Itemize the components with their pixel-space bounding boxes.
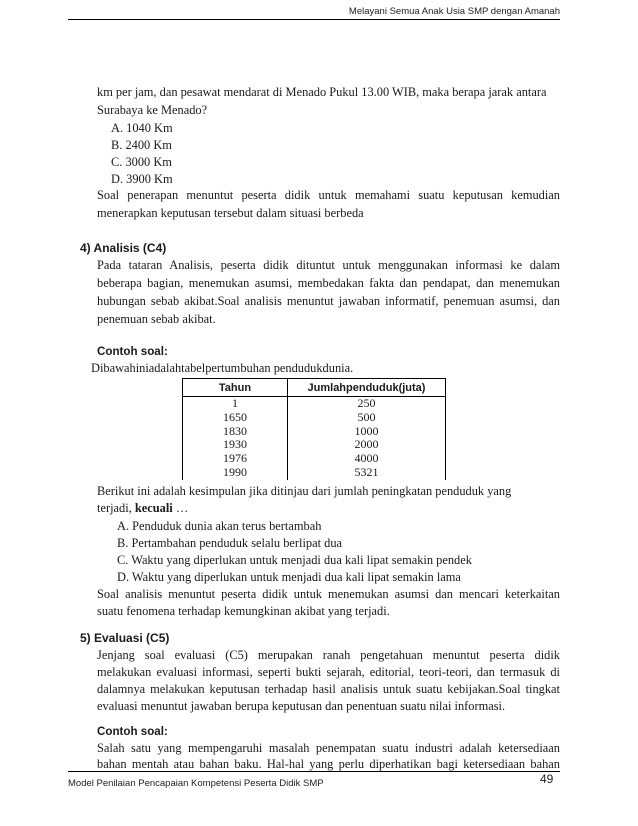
section-heading-analisis: 4) Analisis (C4) bbox=[80, 241, 167, 255]
option-b: B. 2400 Km bbox=[111, 138, 172, 152]
option-a: A. Penduduk dunia akan terus bertambah bbox=[117, 519, 322, 533]
page-number: 49 bbox=[540, 772, 554, 786]
table-row bbox=[183, 397, 446, 411]
para-line: suatu fenomena terhadap kemungkinan akibat yang terjadi. bbox=[97, 604, 390, 618]
para-line: penemuan sebab akibat. bbox=[97, 312, 216, 326]
example-label: Contoh soal: bbox=[97, 725, 168, 738]
para-line: Pada tataran Analisis, peserta didik dituntut untuk menggunakan informasi ke dalam bbox=[97, 258, 560, 272]
table-row bbox=[183, 466, 446, 480]
option-b: B. Pertambahan penduduk selalu berlipat dua bbox=[117, 536, 343, 550]
cell-year: 1830 bbox=[183, 425, 288, 439]
para-line: Jenjang soal evaluasi (C5) merupakan ranah pengetahuan menuntut peserta didik bbox=[97, 648, 560, 662]
option-a: A. 1040 Km bbox=[111, 121, 173, 135]
option-c: C. 3000 Km bbox=[111, 155, 172, 169]
option-d: D. Waktu yang diperlukan untuk menjadi dua kali lipat semakin lama bbox=[117, 570, 461, 584]
cell-year: 1650 bbox=[183, 411, 288, 425]
question-line: Salah satu yang mempengaruhi masalah penempatan suatu industri adalah ketersediaan bbox=[97, 741, 560, 755]
question-keyword: kecuali bbox=[134, 501, 173, 515]
para-line: evaluasi menuntut jawaban berupa keputusan dan penentuan suatu nilai informasi. bbox=[97, 699, 506, 713]
table-intro: Dibawahiniadalahtabelpertumbuhan pendudukdunia. bbox=[91, 361, 354, 375]
question-text: terjadi, bbox=[97, 501, 135, 515]
cell-population: 4000 bbox=[288, 452, 446, 466]
table-row bbox=[183, 425, 446, 439]
cell-population: 250 bbox=[288, 397, 446, 411]
table-row bbox=[183, 411, 446, 425]
table-header-row bbox=[183, 379, 446, 397]
option-d: D. 3900 Km bbox=[111, 172, 173, 186]
question-ellipsis: … bbox=[172, 501, 189, 515]
para-line: Surabaya ke Menado? bbox=[97, 103, 208, 117]
para-line: menerapkan keputusan tersebut dalam situasi berbeda bbox=[97, 206, 364, 220]
cell-population: 500 bbox=[288, 411, 446, 425]
para-line: beberapa bagian, menemukan asumsi, membedakan fakta dan pendapat, dan menemukan bbox=[97, 276, 560, 290]
cell-population: 2000 bbox=[288, 438, 446, 452]
table-row bbox=[183, 438, 446, 452]
footer-text: Model Penilaian Pencapaian Kompetensi Peserta Didik SMP bbox=[68, 778, 324, 789]
col-header-jumlah: Jumlahpenduduk(juta) bbox=[288, 379, 446, 397]
cell-year: 1990 bbox=[183, 466, 288, 480]
running-header: Melayani Semua Anak Usia SMP dengan Amanah bbox=[348, 6, 560, 17]
para-line: dalamnya melakukan keputusan terhadap hasil analisis untuk suatu kebijakan.Soal tingkat bbox=[97, 682, 560, 696]
question-line: Berikut ini adalah kesimpulan jika ditinjau dari jumlah peningkatan penduduk yang bbox=[97, 484, 512, 498]
header-rule bbox=[68, 19, 560, 20]
cell-year: 1976 bbox=[183, 452, 288, 466]
population-table bbox=[182, 378, 446, 480]
option-c: C. Waktu yang diperlukan untuk menjadi dua kali lipat semakin pendek bbox=[117, 553, 472, 567]
col-header-tahun: Tahun bbox=[183, 379, 288, 397]
cell-population: 1000 bbox=[288, 425, 446, 439]
para-line: km per jam, dan pesawat mendarat di Menado Pukul 13.00 WIB, maka berapa jarak antara bbox=[97, 85, 547, 99]
question-line: bahan mentah atau bahan baku. Hal-hal yang perlu diperhatikan bagi ketersediaan bahan bbox=[97, 757, 560, 771]
para-line: hubungan sebab akibat.Soal analisis menuntut jawaban informatif, penemuan asumsi, dan bbox=[97, 294, 560, 308]
example-label: Contoh soal: bbox=[97, 345, 168, 358]
para-line: Soal penerapan menuntut peserta didik untuk memahami suatu keputusan kemudian bbox=[97, 188, 560, 202]
cell-population: 5321 bbox=[288, 466, 446, 480]
cell-year: 1 bbox=[183, 397, 288, 411]
para-line: Soal analisis menuntut peserta didik untuk menemukan asumsi dan mencari keterkaitan bbox=[97, 587, 560, 601]
cell-year: 1930 bbox=[183, 438, 288, 452]
question-line bbox=[97, 500, 188, 518]
para-line: melakukan evaluasi informasi, seperti bukti sejarah, editorial, teori-teori, dan termasuk di bbox=[97, 665, 560, 679]
section-heading-evaluasi: 5) Evaluasi (C5) bbox=[80, 631, 170, 645]
table-row bbox=[183, 452, 446, 466]
footer-rule bbox=[68, 771, 560, 772]
